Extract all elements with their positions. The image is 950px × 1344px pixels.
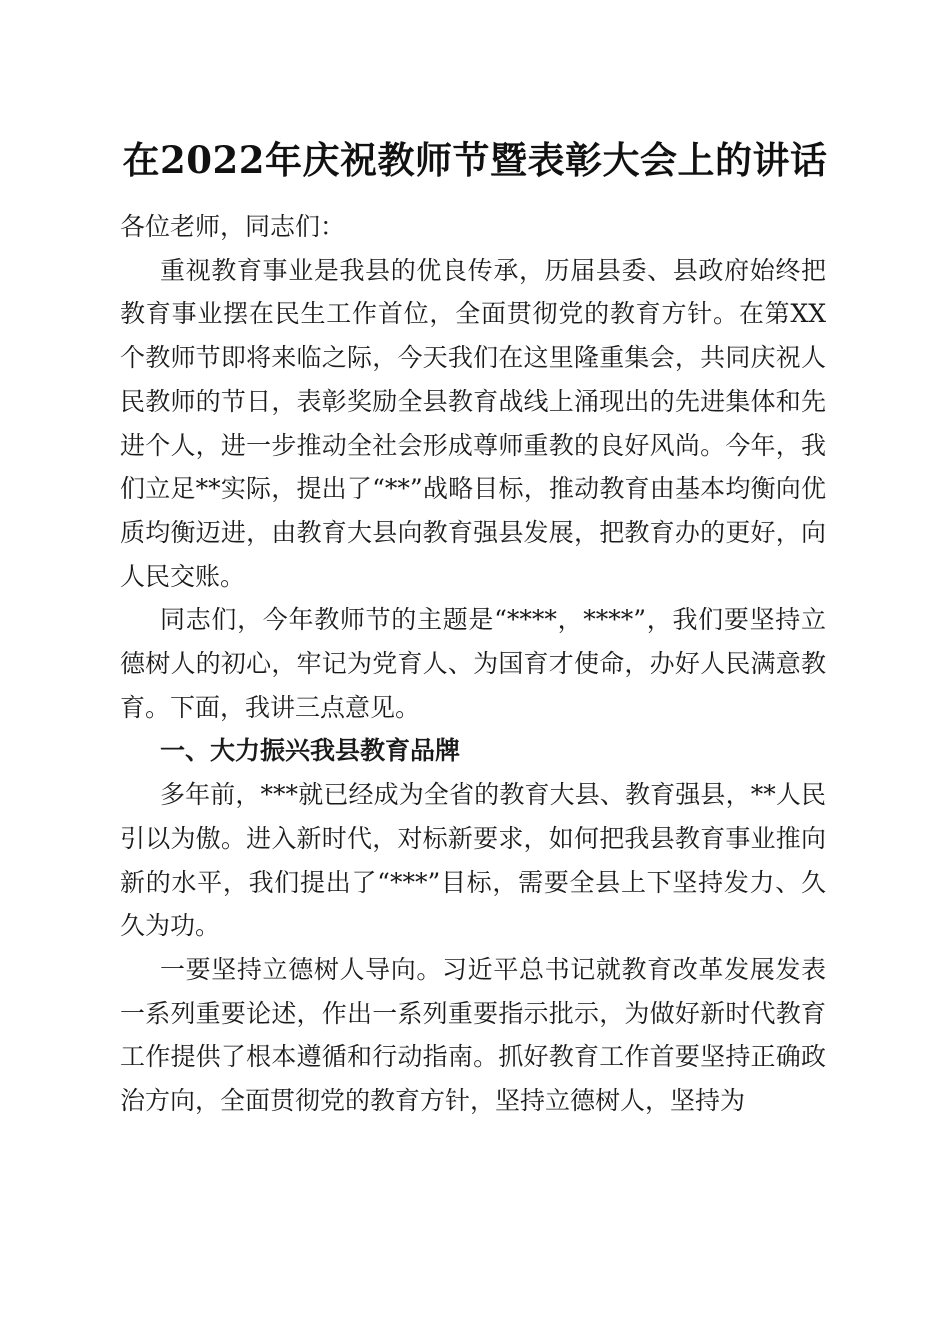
document-title: 在2022年庆祝教师节暨表彰大会上的讲话	[122, 138, 828, 182]
document-body	[120, 205, 826, 1123]
section-heading: 一、大力振兴我县教育品牌	[160, 736, 461, 766]
salutation: 各位老师，同志们：	[120, 212, 346, 241]
paragraph-section-1: 多年前，***就已经成为全省的教育大县、教育强县，**人民引以为傲。进入新时代，对标新要求，如何把我县教育事业推向新的水平，我们提出了“***”目标，需要全县上下坚持发力、久久为功。	[120, 780, 826, 941]
paragraph-intro: 重视教育事业是我县的优良传承，历届县委、县政府始终把教育事业摆在民生工作首位，全面贯彻党的教育方针。在第XX个教师节即将来临之际，今天我们在这里隆重集会，共同庆祝人民教师的节日，表彰奖励全县教育战线上涌现出的先进集体和先进个人，进一步推动全社会形成尊师重教的良好风尚。今年，我们立足**实际，提出了“**”战略目标，推动教育由基本均衡向优质均衡迈进，由教育大县向教育强县发展，把教育办的更好，向人民交账。	[120, 255, 826, 591]
paragraph-theme: 同志们，今年教师节的主题是“****，****”，我们要坚持立德树人的初心，牢记为党育人、为国育才使命，办好人民满意教育。下面，我讲三点意见。	[120, 605, 826, 722]
paragraph-section-2: 一要坚持立德树人导向。习近平总书记就教育改革发展发表一系列重要论述，作出一系列重要指示批示，为做好新时代教育工作提供了根本遵循和行动指南。抓好教育工作首要坚持正确政治方向，全面贯彻党的教育方针，坚持立德树人，坚持为	[120, 954, 826, 1116]
